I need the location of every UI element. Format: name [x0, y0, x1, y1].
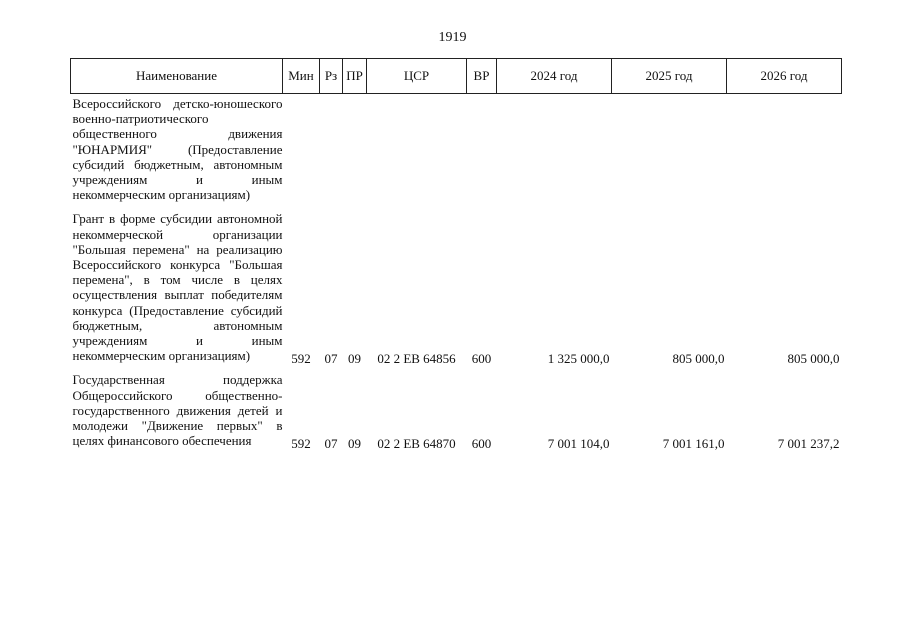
- header-2025: 2025 год: [612, 59, 727, 94]
- row-min: 592: [291, 436, 311, 452]
- row-2026: 7 001 237,2: [777, 436, 840, 452]
- table-header-row: [71, 59, 842, 94]
- row-2024: 7 001 104,0: [547, 436, 610, 452]
- row-vr: 600: [471, 436, 492, 452]
- row-name: Всероссийского детско-юношеского военно-патриотического общественного движения "ЮНАРМИЯ" (Предоставление субсидий бюджетным, автономным учреждениям и иным некоммерческим организациям): [72, 96, 283, 203]
- row-2025: 805 000,0: [672, 351, 725, 367]
- header-vr: ВР: [467, 59, 497, 94]
- table-row: [71, 209, 842, 366]
- row-min: 592: [291, 351, 311, 367]
- page-number: 1919: [438, 30, 467, 45]
- header-pr: ПР: [343, 59, 367, 94]
- row-2024: [497, 94, 612, 206]
- row-min: [283, 94, 320, 206]
- table-row: [71, 94, 842, 206]
- row-name: Государственная поддержка Общероссийского общественно-государственного движения детей и молодежи "Движение первых" в целях финансового обеспечения: [72, 372, 283, 449]
- row-2026: 805 000,0: [787, 351, 840, 367]
- row-pr: 09: [348, 351, 361, 367]
- row-rz: 07: [324, 351, 338, 367]
- row-csr: 02 2 ЕВ 64856: [377, 351, 456, 367]
- table-row: [71, 370, 842, 451]
- row-csr: 02 2 ЕВ 64870: [377, 436, 456, 452]
- row-name: Грант в форме субсидии автономной некоммерческой организации "Большая перемена" на реализацию Всероссийского конкурса "Большая перемена", в том числе в целях осуществления выплат победителям конкурса (Предоставление субсидий бюджетным, автономным учреждениям и иным некоммерческим организациям): [72, 211, 283, 364]
- header-min: Мин: [283, 59, 320, 94]
- header-name: Наименование: [71, 59, 283, 94]
- row-2025: 7 001 161,0: [662, 436, 725, 452]
- row-csr: [367, 94, 467, 206]
- row-2026: [727, 94, 842, 206]
- budget-table: [70, 58, 842, 451]
- row-vr: [467, 94, 497, 206]
- header-csr: ЦСР: [367, 59, 467, 94]
- row-2024: 1 325 000,0: [547, 351, 610, 367]
- row-rz: [320, 94, 343, 206]
- header-2024: 2024 год: [497, 59, 612, 94]
- row-2025: [612, 94, 727, 206]
- header-rz: Рз: [320, 59, 343, 94]
- row-vr: 600: [471, 351, 492, 367]
- row-pr: [343, 94, 367, 206]
- row-pr: 09: [348, 436, 361, 452]
- header-2026: 2026 год: [727, 59, 842, 94]
- row-rz: 07: [324, 436, 338, 452]
